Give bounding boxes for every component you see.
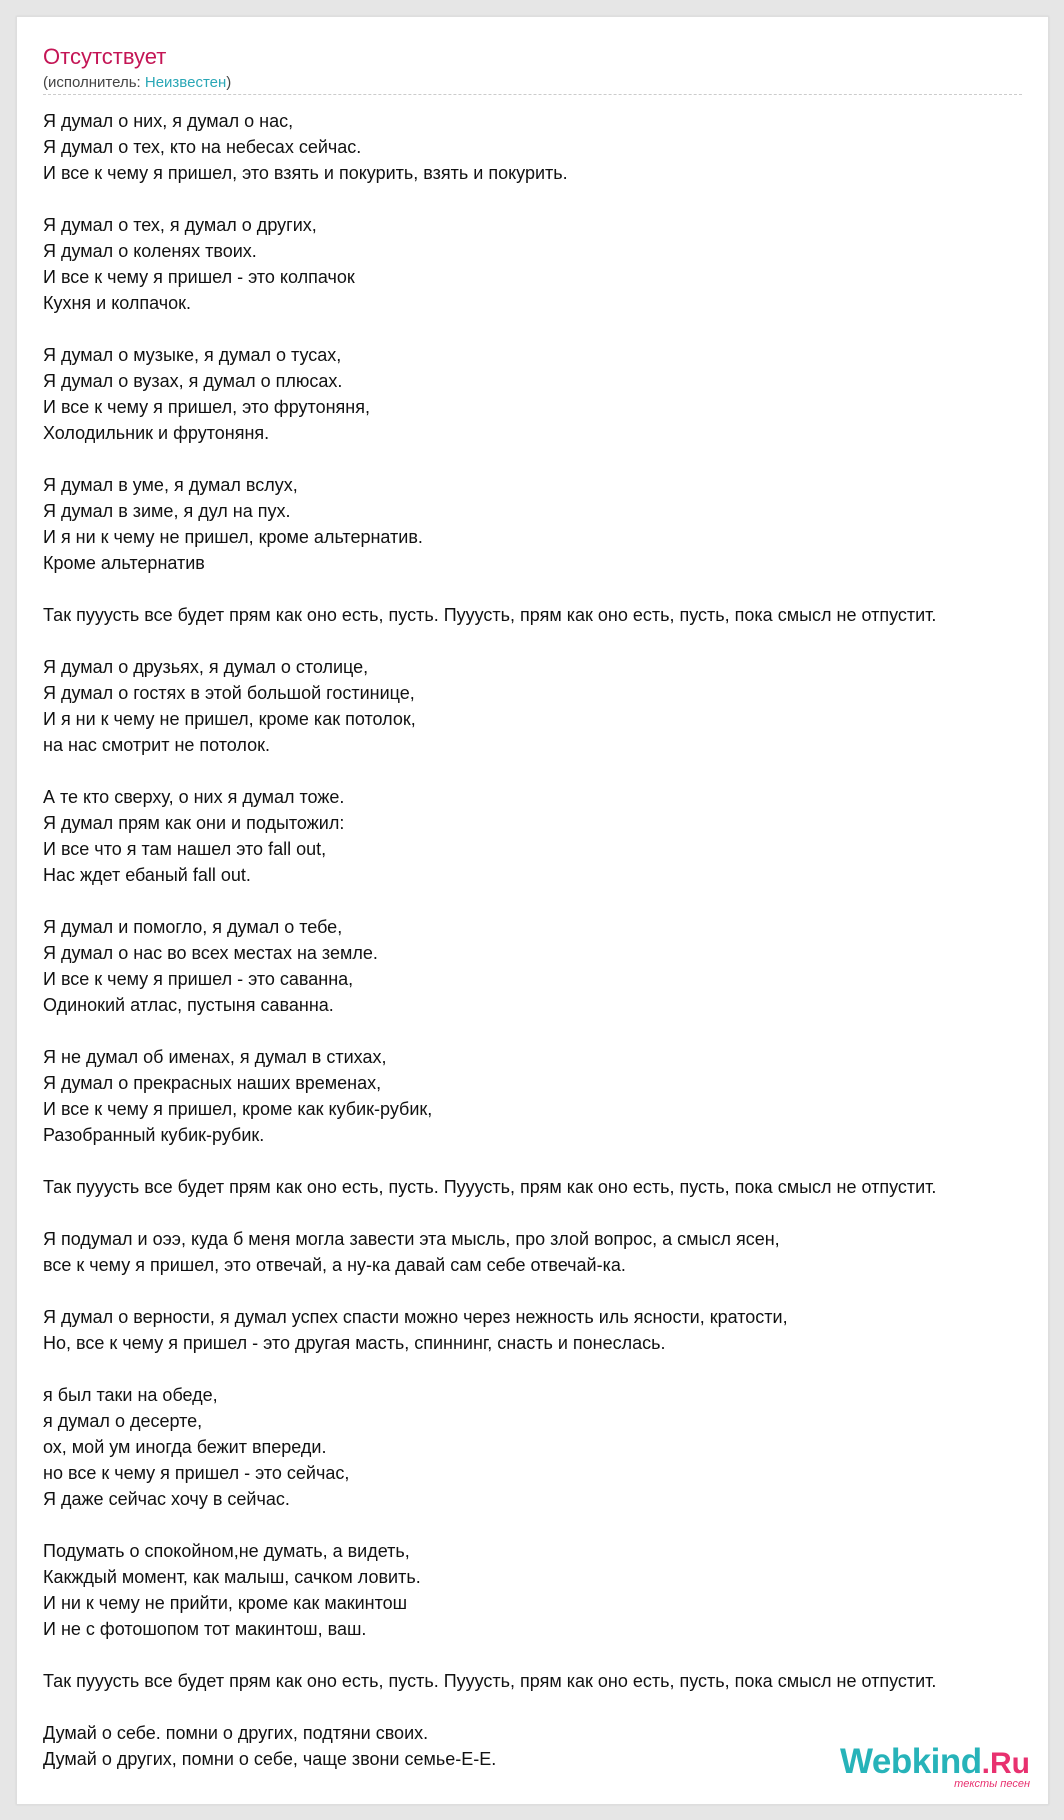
artist-line xyxy=(43,74,231,91)
song-title: Отсутствует xyxy=(43,44,167,69)
site-logo[interactable] xyxy=(840,1744,1030,1790)
artist-suffix: ) xyxy=(226,74,232,91)
logo-wordmark: Webkind xyxy=(839,1742,982,1781)
lyrics-card xyxy=(16,16,1049,1805)
logo-tagline: тексты песен xyxy=(954,1778,1030,1790)
artist-prefix: (исполнитель: xyxy=(43,74,145,91)
title-divider xyxy=(43,94,1022,95)
artist-link[interactable]: Неизвестен xyxy=(144,74,227,91)
lyrics-text: Я думал о них, я думал о нас, Я думал о тех, кто на небесах сейчас. И все к чему я пришел, это взять и покурить, взять и покурить. Я думал о тех, я думал о других, Я думал о коленях твоих. И все к чему я пришел - это колпачок Кухня и колпачок. Я думал о музыке, я думал о тусах, Я думал о вузах, я думал о плюсах. И все к чему я пришел, это фрутоняня, Холодильник и фрутоняня. Я думал в уме, я думал вслух, Я думал в зиме, я дул на пух. И я ни к чему не пришел, кроме альтернатив. Кроме альтернатив Так пууусть все будет прям как оно есть, пусть. Пууусть, прям как оно есть, пусть, пока смысл не отпустит. Я думал о друзьях, я думал о столице, Я думал о гостях в этой большой гостинице, И я ни к чему не пришел, кроме как потолок, на нас смотрит не потолок. А те кто сверху, о них я думал тоже. Я думал прям как они и подытожил: И все что я там нашел это fall out, Нас ждет ебаный fall out. Я думал и помогло, я думал о тебе, Я думал о нас во всех местах на земле. И все к чему я пришел - это саванна, Одинокий атлас, пустыня саванна. Я не думал об именах, я думал в стихах, Я думал о прекрасных наших временах, И все к чему я пришел, кроме как кубик-рубик, Разобранный кубик-рубик. Так пууусть все будет прям как оно есть, пусть. Пууусть, прям как оно есть, пусть, пока смысл не отпустит. Я подумал и оээ, куда б меня могла завести эта мысль, про злой вопрос, а смысл ясен, все к чему я пришел, это отвечай, а ну-ка давай сам себе отвечай-ка. Я думал о верности, я думал успех спасти можно через нежность иль ясности, кратости, Но, все к чему я пришел - это другая масть, спиннинг, снасть и понеслась. я был таки на обеде, я думал о десерте, ох, мой ум иногда бежит впереди. но все к чему я пришел - это сейчас, Я даже сейчас хочу в сейчас. Подумать о спокойном,не думать, а видеть, Какждый момент, как малыш, сачком ловить. И ни к чему не прийти, кроме как макинтош И не с фотошопом тот макинтош, ваш. Так пууусть все будет прям как оно есть, пусть. Пууусть, прям как оно есть, пусть, пока смысл не отпустит. Думай о себе. помни о других, подтяни своих. Думай о других, помни о себе, чаще звони семье-Е-Е. xyxy=(43,111,937,1769)
logo-suffix: .Ru xyxy=(981,1747,1030,1780)
